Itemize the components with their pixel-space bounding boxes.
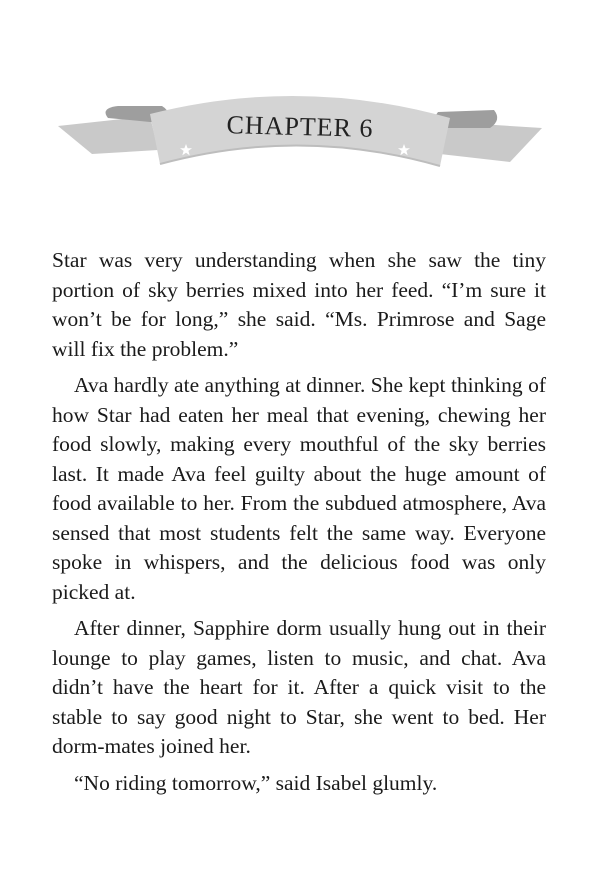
paragraph: “No riding tomorrow,” said Isabel glumly. [74, 770, 438, 795]
paragraph: Star was very understanding when she saw the tiny portion of sky berries mixed into her feed. “I’m sure it won’t be for long,” she said. “Ms. Primrose and Sage will fix the problem.” [52, 248, 546, 361]
chapter-title: CHAPTER 6 [226, 110, 374, 143]
paragraph: Ava hardly ate anything at dinner. She kept thinking of how Star had eaten her meal that evening, chewing her food slowly, making every mouthful of the sky berries last. It made Ava feel guilty about the huge amount of food available to her. From the subdued atmosphere, Ava sensed that most students felt the same way. Everyone spoke in whispers, and the delicious food was only picked at. [52, 373, 546, 604]
paragraph: After dinner, Sapphire dorm usually hung out in their lounge to play games, listen to music, and chat. Ava didn’t have the heart for it. After a quick visit to the stable to say good night to Star, she went to bed. Her dorm-mates joined her. [52, 616, 546, 758]
chapter-text [52, 246, 546, 805]
